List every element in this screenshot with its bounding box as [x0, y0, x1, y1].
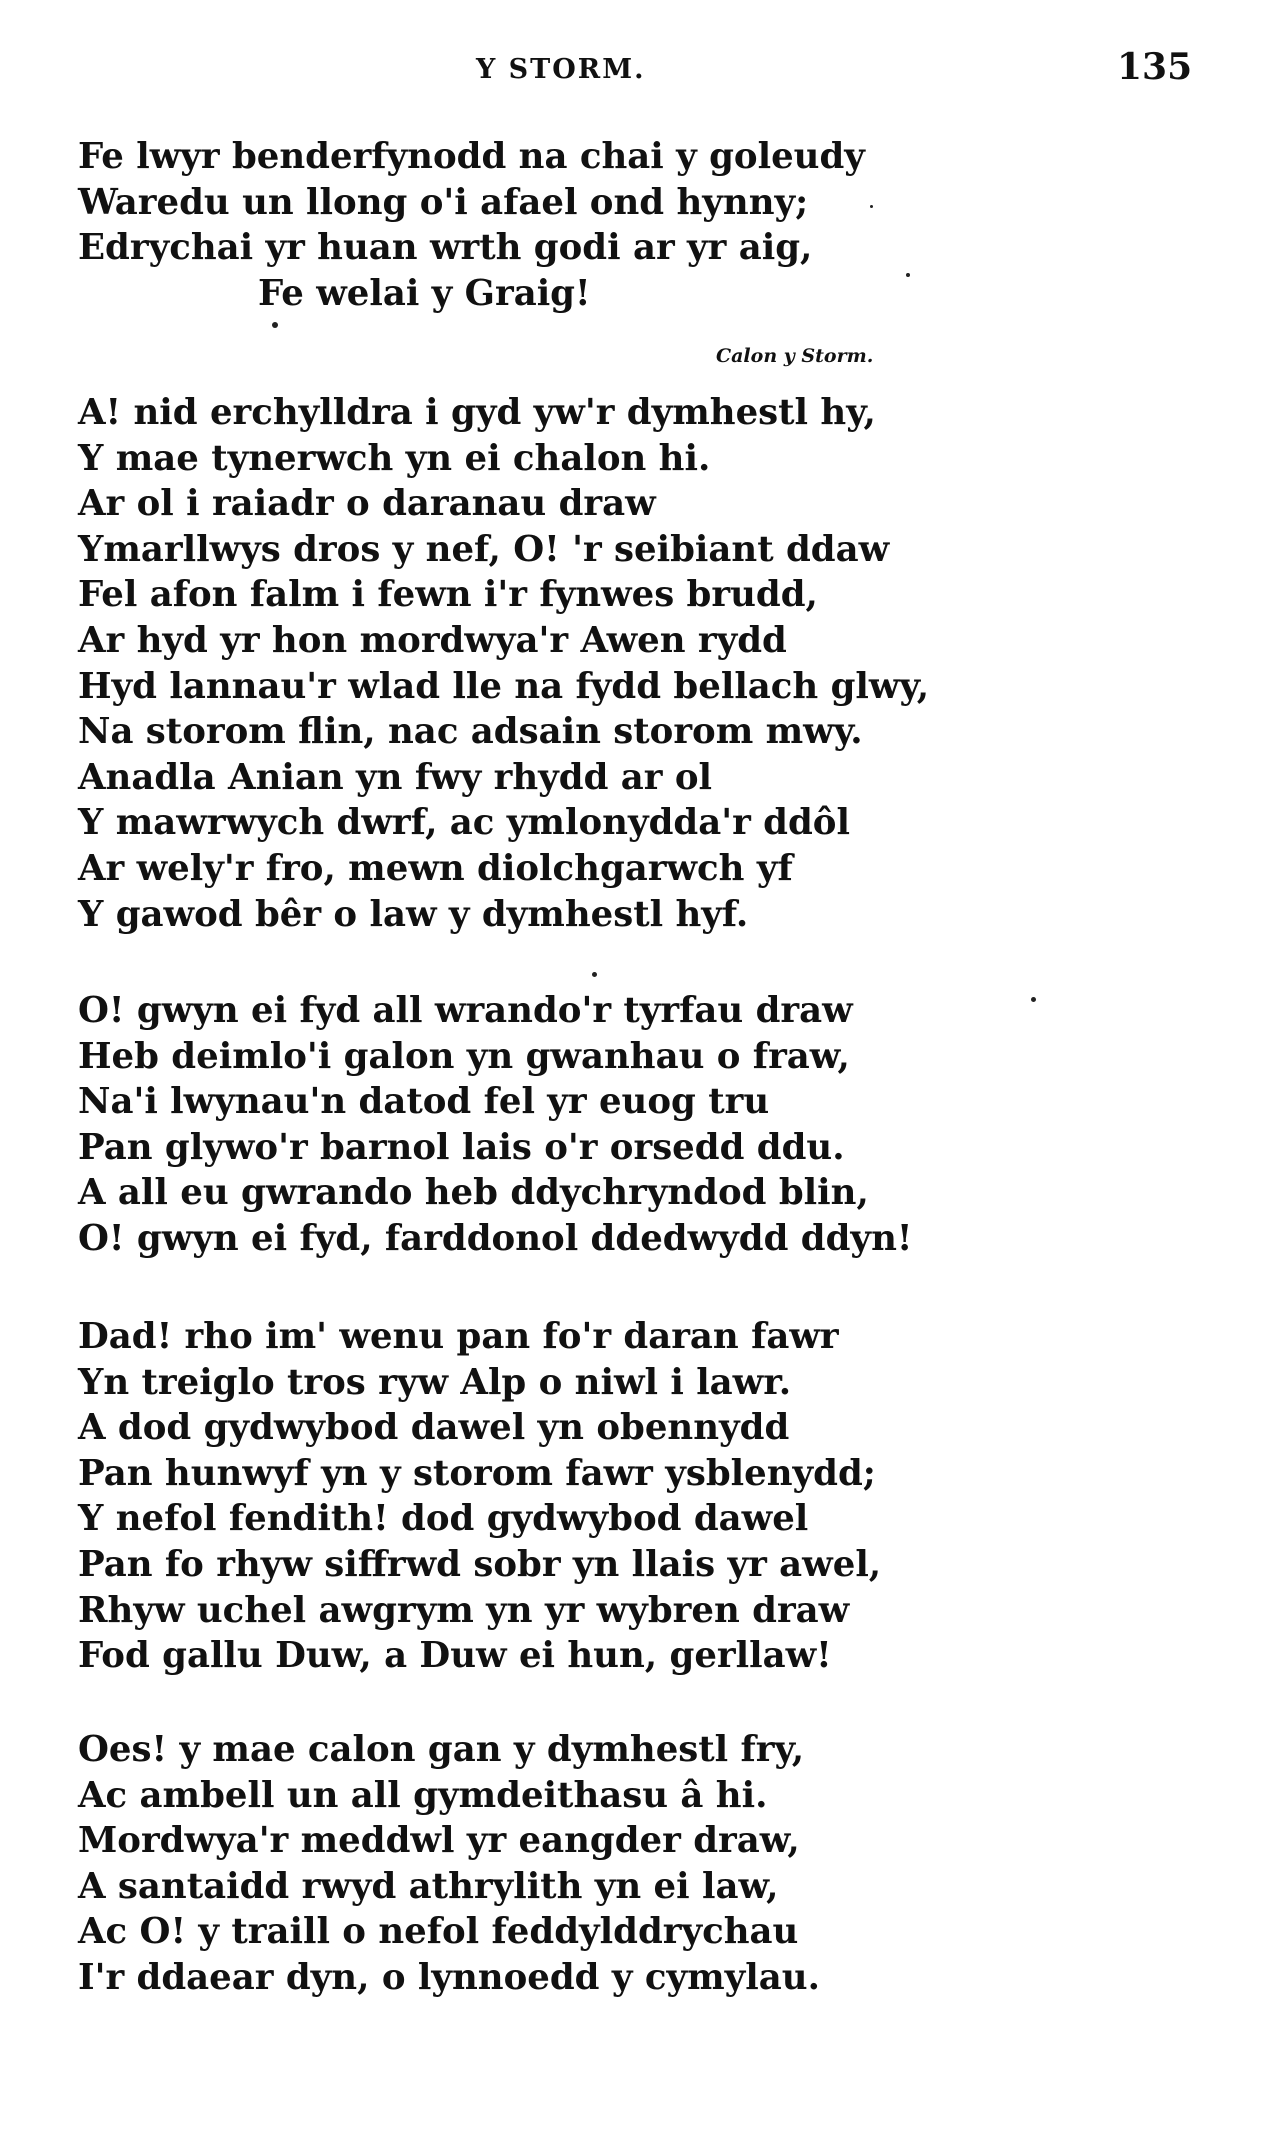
- stanza-2: [78, 390, 1178, 937]
- page-number: 135: [1117, 46, 1193, 88]
- verse-line: A santaidd rwyd athrylith yn ei law,: [78, 1865, 779, 1907]
- verse-line: Ac O! y traill o nefol feddylddrychau: [78, 1911, 799, 1953]
- verse-line: O! gwyn ei fyd, farddonol ddedwydd ddyn!: [78, 1217, 913, 1259]
- verse-line: Ar wely'r fro, mewn diolchgarwch yf: [78, 847, 793, 889]
- verse-line: Oes! y mae calon gan y dymhestl fry,: [78, 1729, 805, 1770]
- verse-line: Waredu un llong o'i afael ond hynny;: [78, 181, 809, 223]
- verse-line: Y mawrwych dwrf, ac ymlonydda'r ddôl: [78, 802, 850, 844]
- verse-line: Dad! rho im' wenu pan fo'r daran fawr: [78, 1316, 839, 1357]
- verse-line: Ar ol i raiadr o daranau draw: [78, 483, 656, 525]
- verse-line: Pan fo rhyw siffrwd sobr yn llais yr awel,: [78, 1543, 882, 1585]
- running-head: [0, 46, 1267, 96]
- print-speck: [906, 273, 910, 277]
- verse-line: Ar hyd yr hon mordwya'r Awen rydd: [78, 619, 787, 661]
- verse-line: Pan glywo'r barnol lais o'r orsedd ddu.: [78, 1126, 845, 1168]
- verse-line: A all eu gwrando heb ddychryndod blin,: [78, 1172, 869, 1214]
- section-title: Calon y Storm.: [716, 345, 874, 367]
- verse-line: A! nid erchylldra i gyd yw'r dymhestl hy,: [78, 392, 876, 433]
- running-title: Y STORM.: [476, 54, 646, 85]
- stanza-3: [78, 988, 1178, 1262]
- verse-line: Heb deimlo'i galon yn gwanhau o fraw,: [78, 1035, 850, 1077]
- verse-line: O! gwyn ei fyd all wrando'r tyrfau draw: [78, 990, 853, 1031]
- verse-line: Rhyw uchel awgrym yn yr wybren draw: [78, 1589, 850, 1631]
- verse-line: Edrychai yr huan wrth godi ar yr aig,: [78, 227, 813, 269]
- verse-line: Y mae tynerwch yn ei chalon hi.: [78, 437, 711, 479]
- verse-line: Ymarllwys dros y nef, O! 'r seibiant ddaw: [78, 528, 890, 570]
- verse-line: Fel afon falm i fewn i'r fynwes brudd,: [78, 574, 818, 616]
- verse-line: Na'i lwynau'n datod fel yr euog tru: [78, 1081, 770, 1123]
- print-speck: [1031, 997, 1036, 1002]
- verse-line: Ac ambell un all gymdeithasu â hi.: [78, 1774, 768, 1816]
- verse-line: Y nefol fendith! dod gydwybod dawel: [78, 1498, 809, 1540]
- verse-line: Na storom flin, nac adsain storom mwy.: [78, 711, 863, 753]
- verse-line: Yn treiglo tros ryw Alp o niwl i lawr.: [78, 1361, 792, 1403]
- verse-line: A dod gydwybod dawel yn obennydd: [78, 1407, 790, 1449]
- verse-line: Anadla Anian yn fwy rhydd ar ol: [78, 756, 713, 798]
- stanza-1: [78, 134, 1178, 316]
- print-speck: [272, 322, 278, 328]
- stanza-5: [78, 1727, 1178, 2001]
- verse-line: Mordwya'r meddwl yr eangder draw,: [78, 1820, 800, 1862]
- verse-line: Fe welai y Graig!: [258, 272, 591, 314]
- verse-line: Fod gallu Duw, a Duw ei hun, gerllaw!: [78, 1635, 832, 1677]
- verse-line: Y gawod bêr o law y dymhestl hyf.: [78, 893, 749, 935]
- verse-line: Hyd lannau'r wlad lle na fydd bellach glwy,: [78, 665, 930, 707]
- verse-line: I'r ddaear dyn, o lynnoedd y cymylau.: [78, 1956, 820, 1998]
- print-speck: [592, 972, 597, 977]
- stanza-4: [78, 1314, 1178, 1679]
- print-speck: [870, 205, 873, 208]
- verse-line: Fe lwyr benderfynodd na chai y goleudy: [78, 136, 865, 177]
- verse-line: Pan hunwyf yn y storom fawr ysblenydd;: [78, 1452, 876, 1494]
